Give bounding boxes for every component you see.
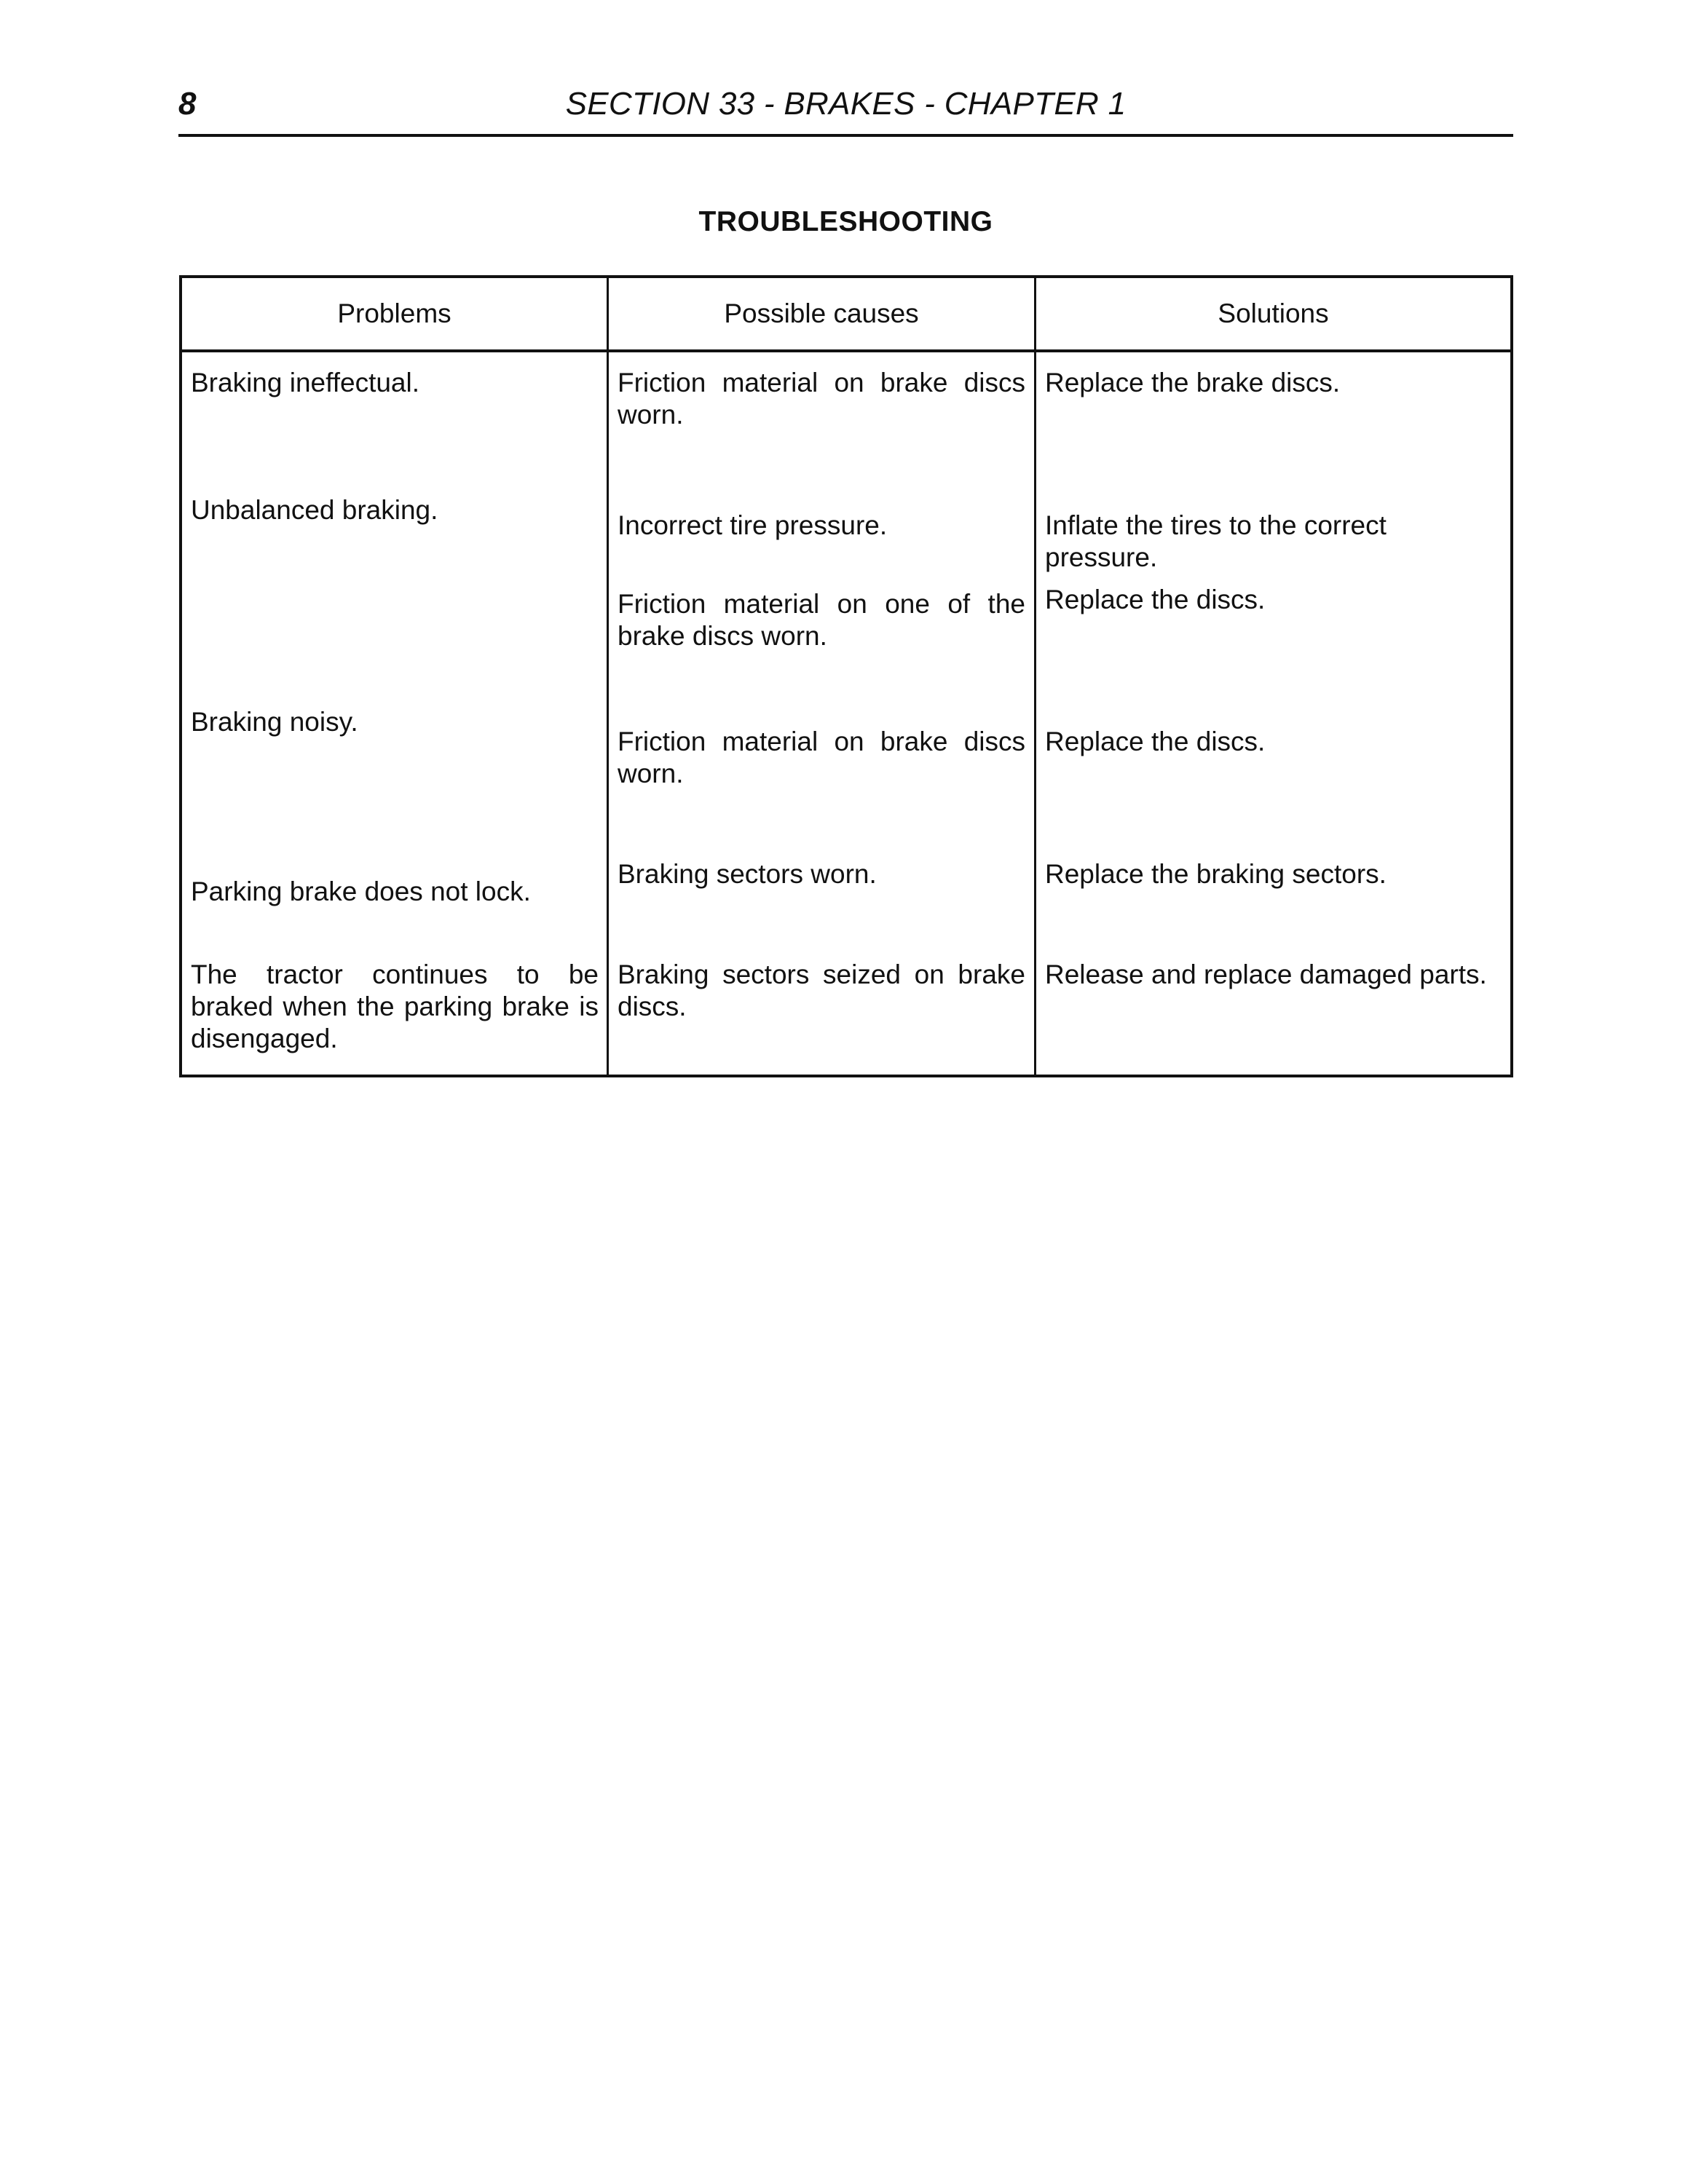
column-divider [1034,278,1036,1075]
solution-cell: Replace the discs. [1045,585,1266,614]
solution-cell: Replace the discs. [1045,727,1266,756]
problem-cell: Braking noisy. [191,707,358,737]
page-number: 8 [178,86,197,122]
troubleshooting-heading: TROUBLESHOOTING [698,206,993,237]
problem-cell: Braking ineffectual. [191,368,420,397]
column-header-possible-causes: Possible causes [724,298,919,328]
problem-cell: Unbalanced braking. [191,495,438,525]
cause-cell: Friction material on brake discs worn. [618,368,1025,430]
column-divider [607,278,609,1075]
cause-cell: Incorrect tire pressure. [618,510,888,540]
troubleshooting-table [179,275,1513,1077]
page-header [178,84,1513,137]
column-header-solutions: Solutions [1218,298,1329,328]
header-divider [182,349,1510,352]
solution-cell: Release and replace damaged parts. [1045,960,1487,989]
problem-cell: Parking brake does not lock. [191,877,531,906]
solution-cell: Replace the braking sectors. [1045,859,1387,889]
cause-cell: Braking sectors seized on brake discs. [618,960,1025,1021]
solution-cell: Replace the brake discs. [1045,368,1341,397]
cause-cell: Friction material on one of the brake discs worn. [618,589,1025,651]
cause-cell: Friction material on brake discs worn. [618,727,1025,788]
cause-cell: Braking sectors worn. [618,859,877,889]
solution-cell: Inflate the tires to the correct pressure. [1045,510,1387,572]
section-title: SECTION 33 - BRAKES - CHAPTER 1 [565,86,1127,122]
problem-cell: The tractor continues to be braked when the parking brake is disengaged. [191,960,599,1053]
column-header-problems: Problems [337,298,451,328]
